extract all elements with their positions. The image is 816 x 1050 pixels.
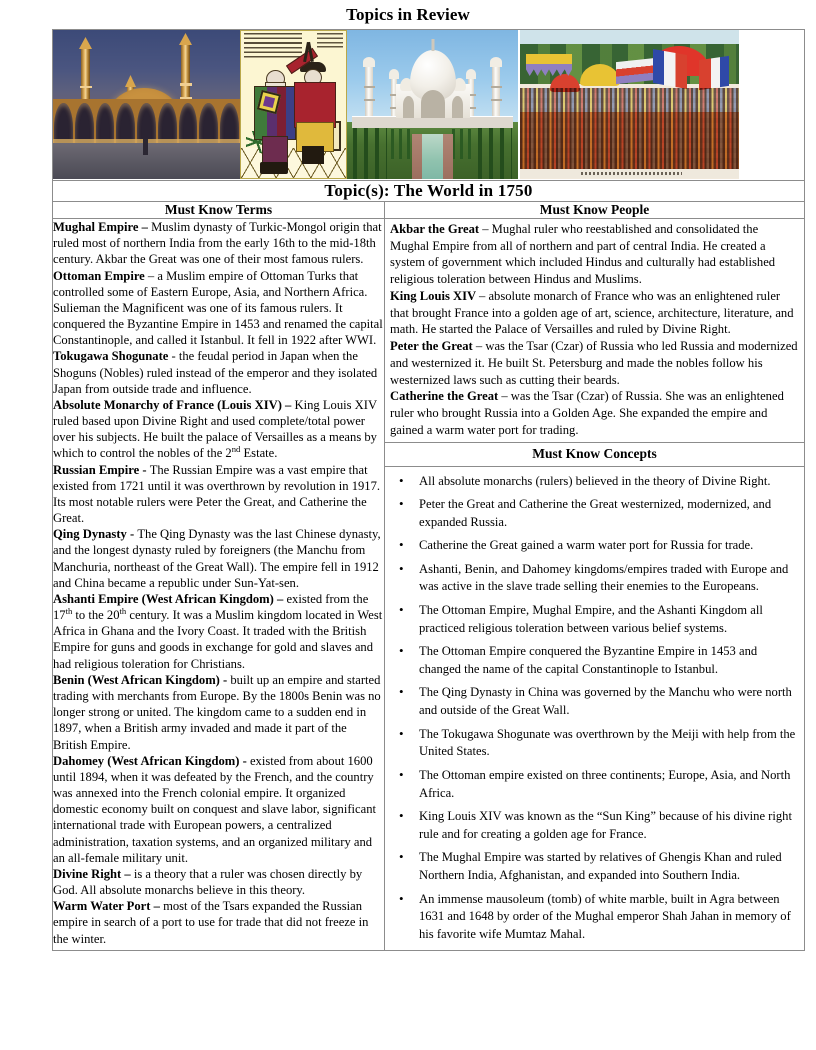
person-entry: Akbar the Great – Mughal ruler who reestablished and consolidated the Mughal Empire from all of northern and part of central India. He created a system of government which included Hindus and culturally had established religious toleration between Hindus and Muslims.	[390, 222, 776, 287]
concept-bullet: • An immense mausoleum (tomb) of white marble, built in Agra between 1631 and 1648 by order of the Mughal emperor Shah Jahan in memory of his favorite wife Mumtaz Mahal.	[419, 891, 798, 945]
person-name: King Louis XIV	[390, 288, 480, 303]
person-name: Akbar the Great	[390, 222, 483, 236]
content-row	[53, 219, 805, 951]
yam-festival-illustration	[520, 30, 739, 179]
term-entry: Russian Empire - The Russian Empire was a vast empire that existed from 1721 until it was overthrown by revolution in 1917. Its most notable rulers were Peter the Great, and Catherine the Great.	[53, 462, 381, 526]
must-know-concepts-header: Must Know Concepts	[385, 442, 804, 467]
blue-mosque-photo	[53, 30, 240, 179]
people-concepts-cell	[385, 219, 805, 951]
ordinal-superscript: th	[65, 605, 73, 616]
term-label: Mughal Empire –	[53, 220, 152, 234]
term-entry: Tokugawa Shogunate - the feudal period in Japan when the Shoguns (Nobles) ruled instead of the emperor and they isolated Japan from outside trade and influence.	[53, 349, 378, 396]
person-name: Peter the Great	[390, 339, 476, 354]
person-entry: Catherine the Great – was the Tsar (Czar) of Russia. She was an enlightened ruler who brought Russia into a Golden Age. She expanded the empire and gained a warm water port for trading.	[390, 389, 784, 437]
term-label: Warm Water Port –	[53, 899, 164, 914]
image-strip	[53, 30, 804, 179]
person-entry: King Louis XIV – absolute monarch of France who was an enlightened ruler that brought France into a golden age of art, science, architecture, literature, and math. He started the Palace of Versailles and ruled by Divine Right.	[390, 288, 794, 337]
term-label: Divine Right –	[53, 866, 134, 881]
concept-bullet: • All absolute monarchs (rulers) believed in the theory of Divine Right.	[419, 473, 798, 491]
topic-heading: Topic(s): The World in 1750	[324, 181, 533, 200]
terms-cell	[53, 219, 385, 951]
ordinal-superscript: nd	[231, 444, 241, 455]
term-entry: Mughal Empire – Muslim dynasty of Turkic-Mongol origin that ruled most of northern India from the early 16th to the mid-18th century. Akbar the Great was one of their most famous rulers.	[53, 220, 382, 267]
term-label: Tokugawa Shogunate	[53, 349, 172, 364]
terms-list	[53, 219, 384, 947]
term-label: Russian Empire -	[53, 462, 150, 477]
term-label: Qing Dynasty -	[53, 527, 138, 542]
topic-row	[53, 181, 805, 202]
term-entry: Dahomey (West African Kingdom) - existed from about 1600 until 1894, when it was defeated by the French, and the country was annexed into the French colonial empire. It organized domestic economy built on conquest and slave labor, significant international trade with European powers, a centralized administration, taxation systems, and an organized military and an all-female military unit.	[53, 753, 377, 865]
term-entry: Ashanti Empire (West African Kingdom) – existed from the 17th to the 20th century. It was a Muslim kingdom located in West Africa in Ghana and the Ivory Coast. It traded with the British Empire for guns and goods in exchange for gold and slaves and had religious toleration for Christians.	[53, 591, 383, 671]
term-label: Absolute Monarchy of France (Louis XIV) –	[53, 397, 295, 412]
concept-bullet: • The Mughal Empire was started by relatives of Ghengis Khan and ruled Northern India, Afghanistan, and expanded into Southern India.	[419, 849, 798, 885]
image-strip-cell	[53, 30, 805, 181]
people-list	[390, 221, 798, 439]
concept-bullet: • The Qing Dynasty in China was governed by the Manchu who were north and outside of the Great Wall.	[419, 684, 798, 720]
term-label: Ashanti Empire (West African Kingdom) –	[53, 591, 287, 606]
page-title: Topics in Review	[346, 5, 470, 24]
term-label: Ottoman Empire	[53, 268, 148, 283]
term-label: Benin (West African Kingdom) -	[53, 672, 231, 687]
must-know-people-header: Must Know People	[385, 202, 805, 219]
people-list-wrap	[385, 219, 804, 442]
concept-bullet: • The Ottoman Empire conquered the Byzantine Empire in 1453 and changed the name of the capital Constantinople to Istanbul.	[419, 643, 798, 679]
concepts-wrap	[385, 473, 804, 945]
concept-bullet: • The Ottoman Empire, Mughal Empire, and the Ashanti Kingdom all practiced religious toleration between various belief systems.	[419, 602, 798, 638]
concept-bullet: • Ashanti, Benin, and Dahomey kingdoms/empires traded with Europe and was active in the slave trade selling their enemies to the Europeans.	[419, 561, 798, 597]
term-entry: Divine Right – is a theory that a ruler was chosen directly by God. All absolute monarchs believe in this theory.	[53, 866, 363, 898]
term-entry: Qing Dynasty - The Qing Dynasty was the last Chinese dynasty, and the longest dynasty ruled by foreigners (the Manchu from Manchuria, northeast of the Great Wall). The empire fell in 1912 and China became a republic under Sun-Yat-sen.	[53, 527, 381, 590]
column-header-row	[53, 202, 805, 219]
ordinal-superscript: th	[119, 605, 127, 616]
concept-bullet: • The Ottoman empire existed on three continents; Europe, Asia, and North Africa.	[419, 767, 798, 803]
must-know-terms-header: Must Know Terms	[53, 202, 385, 219]
beard-cutting-woodcut	[240, 30, 347, 179]
review-table	[52, 29, 805, 951]
person-entry: Peter the Great – was the Tsar (Czar) of Russia who led Russia and modernized and westernized it. He built St. Petersburg and made the nobles follow his westernized laws such as cutting their beards.	[390, 339, 798, 387]
concept-bullet: • King Louis XIV was known as the “Sun King” because of his divine right rule and for creating a golden age for France.	[419, 808, 798, 844]
concept-bullet: • Peter the Great and Catherine the Great westernized, modernized, and expanded Russia.	[419, 496, 798, 532]
person-name: Catherine the Great	[390, 389, 502, 404]
concept-bullet: • Catherine the Great gained a warm water port for Russia for trade.	[419, 537, 798, 555]
concept-bullet: • The Tokugawa Shogunate was overthrown by the Meiji with help from the United States.	[419, 726, 798, 762]
image-strip-row	[53, 30, 805, 181]
term-entry: Warm Water Port – most of the Tsars expanded the Russian empire in search of a port to use for trade that did not freeze in the winter.	[53, 899, 369, 946]
topic-cell	[53, 181, 805, 202]
taj-mahal-photo	[347, 30, 518, 179]
concepts-list	[385, 473, 804, 945]
term-label: Dahomey (West African Kingdom) -	[53, 753, 250, 768]
term-entry: Ottoman Empire – a Muslim empire of Ottoman Turks that controlled some of Eastern Europe, Asia, and Northern Africa. Sulieman the Magnificent was one of its famous rulers. It conquered the Byzantine Empire in 1453 and renamed the capital Constantinople, and called it Istanbul. It fell in 1922 after WWI.	[53, 268, 383, 348]
term-entry: Absolute Monarchy of France (Louis XIV) – King Louis XIV ruled based upon Divine Right and used complete/total power over his subjects. He built the palace of Versailles as a means by which to control the nobles of the 2nd Estate.	[53, 397, 377, 461]
term-entry: Benin (West African Kingdom) - built up an empire and started trading with merchants from Europe. By the 1800s Benin was no longer strong or united. The kingdom came to a sudden end in 1897, when a British army invaded and made it part of the British Empire.	[53, 672, 381, 752]
